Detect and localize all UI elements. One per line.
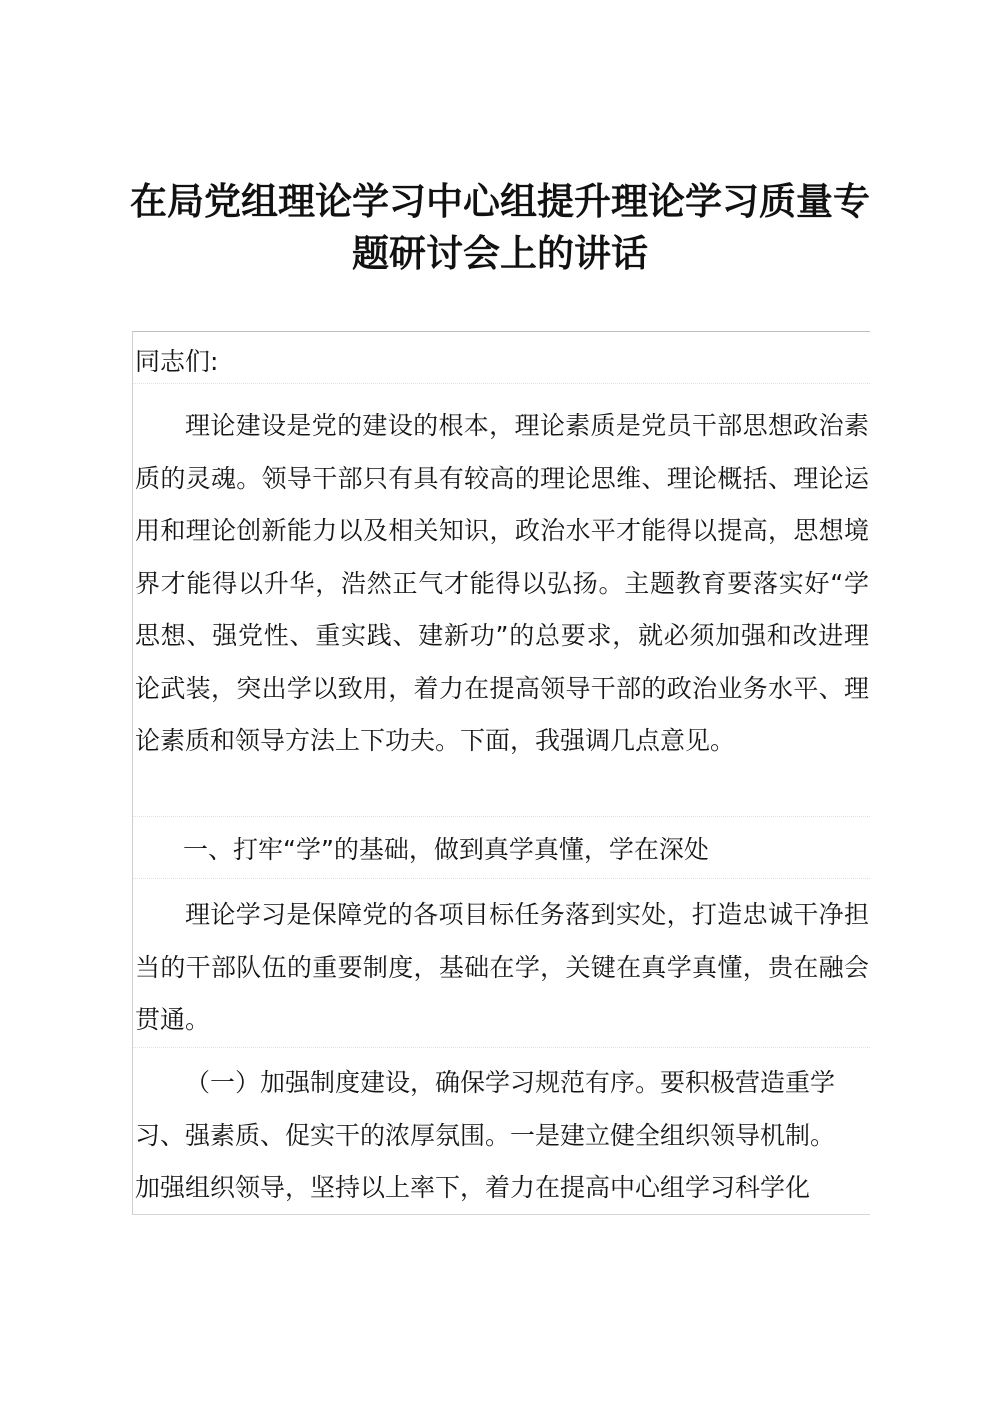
divider <box>133 816 870 817</box>
divider <box>133 383 870 384</box>
document-title <box>120 176 880 280</box>
paragraph-3-line-3: 加强组织领导，坚持以上率下，着力在提高中心组学习科学化 <box>135 1173 811 1202</box>
greeting: 同志们: <box>135 347 219 376</box>
paragraph-3-line-2: 习、强素质、促实干的浓厚氛围。一是建立健全组织领导机制。 <box>135 1120 836 1150</box>
paragraph-2: 理论学习是保障党的各项目标任务落到实处，打造忠诚干净担当的干部队伍的重要制度，基础在学，关键在真学真懂，贵在融会贯通。 <box>135 900 869 1034</box>
title-line-1: 在局党组理论学习中心组提升理论学习质量专 <box>130 180 870 223</box>
paragraph-3-line-1: （一）加强制度建设，确保学习规范有序。要积极营造重学 <box>185 1068 836 1097</box>
section-heading-1: 一、打牢“学”的基础，做到真学真懂，学在深处 <box>183 835 709 864</box>
divider <box>133 1047 870 1048</box>
divider <box>133 878 870 879</box>
document-body <box>132 331 870 1215</box>
paragraph-intro: 理论建设是党的建设的根本，理论素质是党员干部思想政治素质的灵魂。领导干部只有具有较高的理论思维、理论概括、理论运用和理论创新能力以及相关知识，政治水平才能得以提高，思想境界才能得以升华，浩然正气才能得以弘扬。主题教育要落实好“学思想、强党性、重实践、建新功”的总要求，就必须加强和改进理论武装，突出学以致用，着力在提高领导干部的政治业务水平、理论素质和领导方法上下功夫。下面，我强调几点意见。 <box>135 411 869 755</box>
title-line-2: 题研讨会上的讲话 <box>352 232 648 275</box>
paragraph-3 <box>133 1057 895 1215</box>
